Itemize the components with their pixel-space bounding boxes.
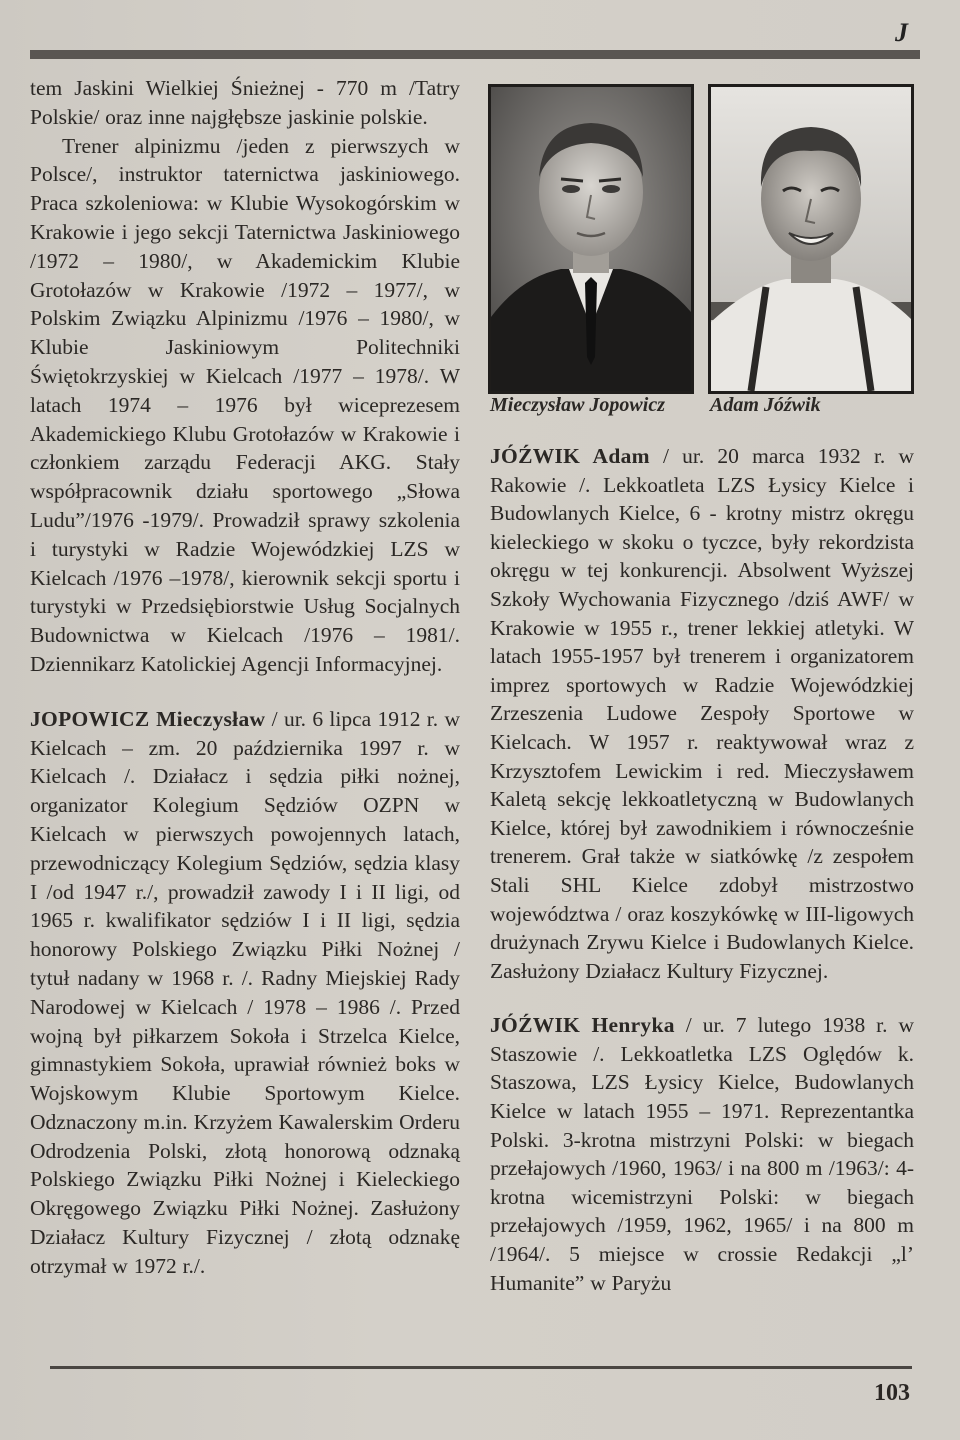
entry-name-jozwik-adam: JÓŹWIK Adam [490, 444, 650, 468]
page-number: 103 [874, 1380, 910, 1406]
portrait-photo-jopowicz [488, 84, 694, 394]
portrait-photo-jozwik [708, 84, 914, 394]
entry-text-jozwik-adam: / ur. 20 marca 1932 r. w Rakowie /. Lekkoatleta LZS Łysicy Kielce i Budowlanych Kielce, 6 - krotny mistrz okręgu kieleckiego w skoku o tyczce, były rekordzista okręgu w tej konkurencji. Absolwent Wyższej Szkoły Wychowania Fizycznego /dziś AWF/ w Krakowie w 1955 r., trener lekkiej atletyki. W latach 1955-1957 był trenerem i organizatorem imprez sportowych w Radzie Wojewódzkiej Zrzeszenia Ludowe Zespoły Sportowe w Kielcach. W 1957 r. reaktywował wraz z Krzysztofem Lewickim i red. Mieczysławem Kaletą sekcję lekkoatletyczną w Budowlanych Kielce, której był zawodnikiem i równocześnie trenerem. Grał także w siatkówkę /z zespołem Stali SHL Kielce zdobył mistrzostwo województwa / oraz koszykówkę w III-ligowych drużynach Zrywu Kielce i Budowlanych Kielce. Zasłużony Działacz Kultury Fizycznej. [490, 444, 914, 983]
entry-text-jopowicz: / ur. 6 lipca 1912 r. w Kielcach – zm. 20 października 1997 r. w Kielcach /. Działacz i sędzia piłki nożnej, organizator Kolegium Sędziów OZPN w Kielcach w pierwszych powojennych latach, przewodniczący Kolegium Sędziów, sędzia klasy I /od 1947 r./, prowadził zawody I i II ligi, od 1965 r. kwalifikator sędziów I i II ligi, sędzia honorowy Polskiego Związku Piłki Nożnej / tytuł nadany w 1968 r. /. Radny Miejskiej Rady Narodowej w Kielcach / 1978 – 1986 /. Przed wojną był piłkarzem Sokoła i Strzelca Kielce, gimnastykiem Sokoła, uprawiał również boks w Wojskowym Klubie Sportowym Kielce. Odznaczony m.in. Krzyżem Kawalerskim Orderu Odrodzenia Polski, złotą honorową odznaką Polskiego Związku Piłki Nożnej i Kieleckiego Okręgowego Związku Piłki Nożnej. Zasłużony Działacz Kultury Fizycznej / złotą odznakę otrzymał w 1972 r./. [30, 706, 460, 1278]
trainer-paragraph: Trener alpinizmu /jeden z pierwszych w Polsce/, instruktor taternictwa jaskiniowego. Praca szkoleniowa: w Klubie Wysokogórskim w Krakowie i jego sekcji Taternictwa Jaskiniowego /1972 – 1980/, w Akademickim Klubie Grotołazów w Krakowie /1972 – 1977/, w Polskim Związku Alpinizmu /1976 – 1980/, w Klubie Jaskiniowym Politechniki Świętokrzyskiej w Kielcach /1977 – 1978/. W latach 1974 – 1976 był wiceprezesem Akademickiego Klubu Grotołazów w Krakowie i członkiem zarządu Federacji AKG. Stały współpracownik działu sportowego „Słowa Ludu”/1976 -1979/. Prowadził sprawy szkolenia i turystyki w Radzie Wojewódzkiej LZS w Kielcach /1976 –1978/, kierownik sekcji sportu i turystyki w Przedsiębiorstwie Usług Socjalnych Budownictwa w Kielcach /1976 – 1981/. Dziennikarz Katolickiej Agencji Informacyjnej. [30, 133, 460, 676]
bottom-rule [50, 1366, 912, 1369]
portrait-jozwik-image [711, 87, 911, 391]
entry-name-jopowicz: JOPOWICZ Mieczysław [30, 706, 266, 731]
photo-caption-jopowicz: Mieczysław Jopowicz [490, 394, 665, 416]
entry-gap [490, 985, 914, 1011]
entry-name-jozwik-henryka: JÓŹWIK Henryka [490, 1013, 675, 1038]
header-letter-mark: J [895, 18, 908, 47]
entry-text-jozwik-henryka: / ur. 7 lutego 1938 r. w Staszowie /. Lekkoatletka LZS Oględów k. Staszowa, LZS Łysicy Kielce, Budowlanych Kielce w latach 1955 – 1971. Reprezentantka Polski. 3-krotna mistrzyni Polski: w biegach przełajowych /1960, 1963/ i na 800 m /1963/: 4-krotna wicemistrzyni Polski: w biegach przełajowych /1959, 1962, 1965/ i na 800 m /1964/. 5 miejsce w crossie Redakcji „l’ Humanite” w Paryżu [490, 1013, 915, 1295]
left-column [30, 74, 460, 1281]
right-column [490, 442, 914, 1297]
photo-caption-jozwik: Adam Jóźwik [710, 394, 821, 416]
entry-jozwik-adam [490, 442, 914, 985]
portrait-jopowicz-image [491, 87, 691, 391]
entry-jopowicz [30, 705, 460, 1281]
entry-jozwik-henryka [490, 1011, 914, 1297]
entry-gap [30, 679, 460, 705]
continuation-paragraph: tem Jaskini Wielkiej Śnieżnej - 770 m /Tatry Polskie/ oraz inne najgłębsze jaskinie polskie. [30, 76, 460, 129]
top-rule [30, 50, 920, 59]
